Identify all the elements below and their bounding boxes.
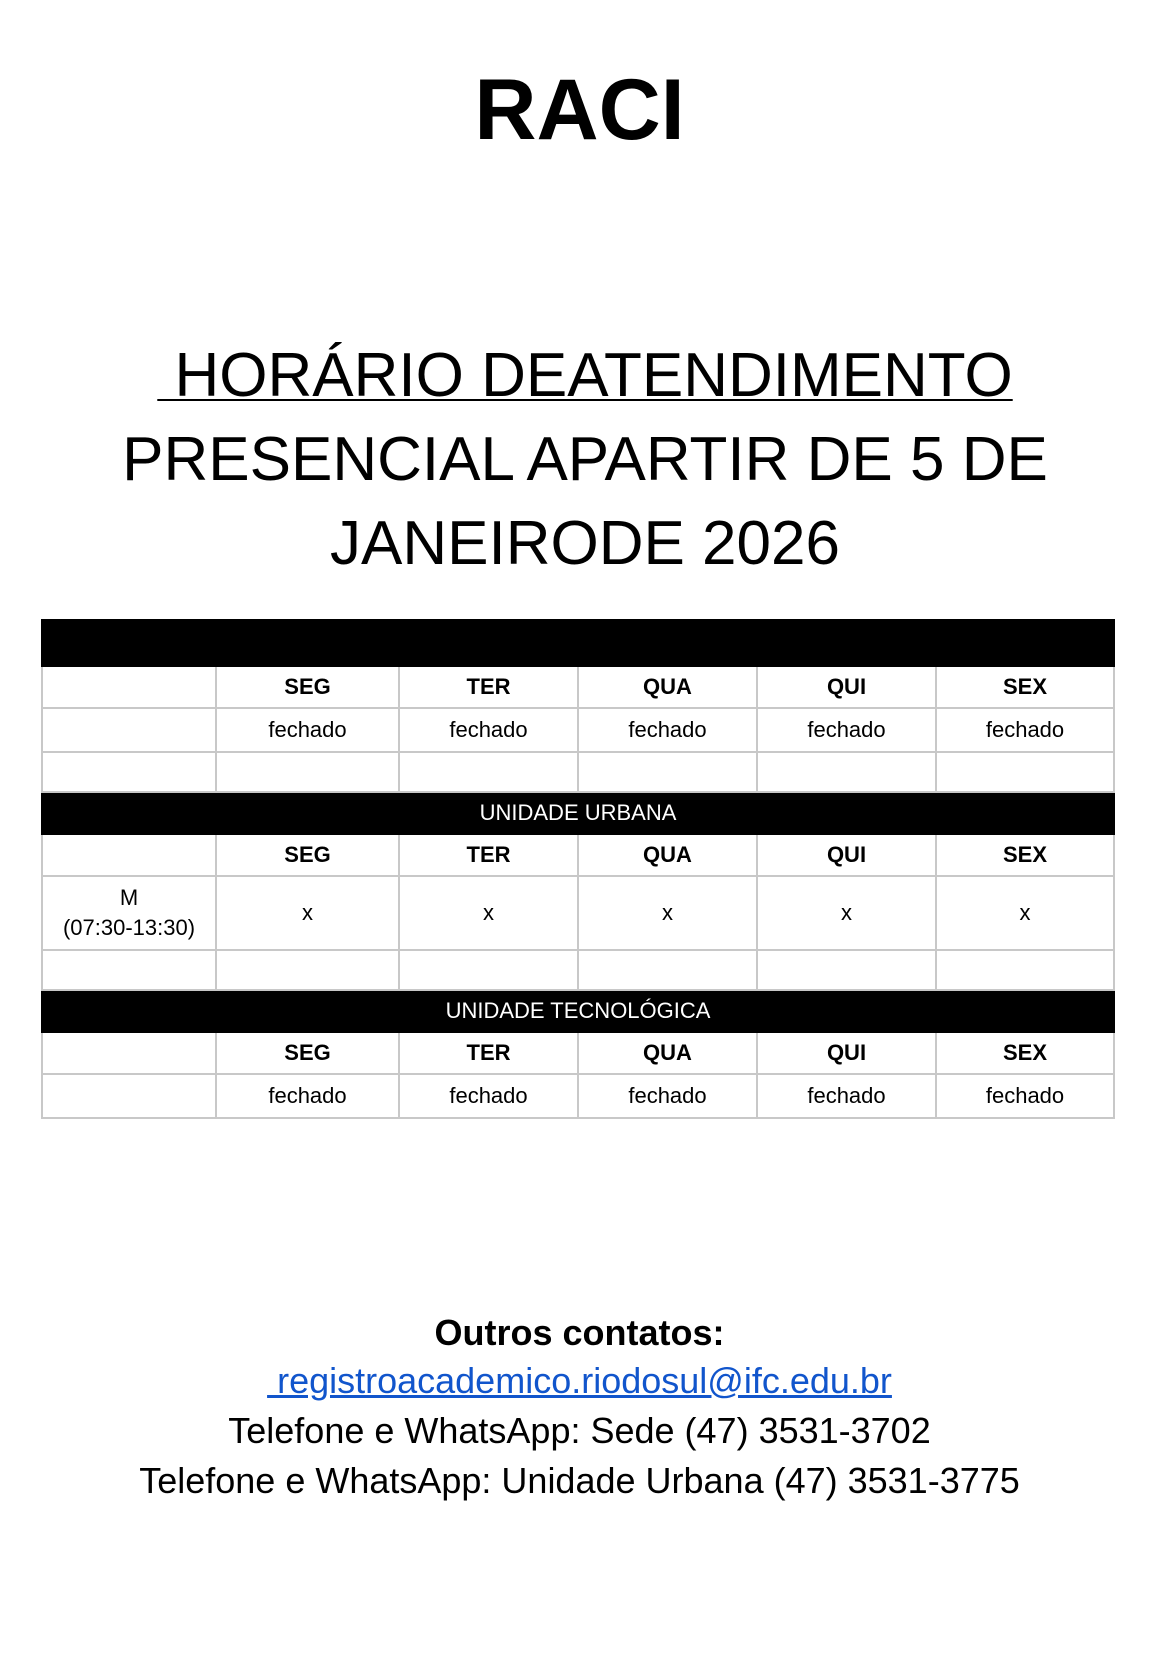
table-cell: x [578, 876, 757, 950]
contacts-title: Outros contatos: [434, 1312, 725, 1353]
row-label-cell [42, 666, 216, 708]
table-cell [936, 950, 1114, 990]
table-cell: fechado [216, 1074, 399, 1118]
table-row [42, 950, 1114, 990]
table-cell: fechado [578, 708, 757, 752]
weekday-header-row [42, 834, 1114, 876]
table-cell: fechado [936, 708, 1114, 752]
row-label-cell [42, 876, 216, 950]
table-cell: x [216, 876, 399, 950]
table-cell: x [757, 876, 936, 950]
day-header-ter: TER [399, 1032, 578, 1074]
table-cell [216, 950, 399, 990]
table-cell: fechado [578, 1074, 757, 1118]
table-cell: fechado [936, 1074, 1114, 1118]
table-cell [399, 950, 578, 990]
table-cell: fechado [216, 708, 399, 752]
day-header-ter: TER [399, 834, 578, 876]
contacts-block [0, 1310, 1159, 1506]
section-title [42, 620, 1114, 666]
table-cell [578, 752, 757, 792]
schedule-heading [60, 334, 1110, 586]
table-cell: fechado [757, 708, 936, 752]
page-title: RACI [474, 62, 685, 158]
table-cell [936, 752, 1114, 792]
table-cell [216, 752, 399, 792]
heading-line-2: PRESENCIAL APARTIR DE 5 DE [122, 425, 1048, 494]
day-header-qua: QUA [578, 1032, 757, 1074]
section-header-row [42, 620, 1114, 666]
schedule-table [41, 619, 1115, 1119]
row-label-cell [42, 1032, 216, 1074]
section-header-row [42, 792, 1114, 834]
section-title-unidade-tecnologica: UNIDADE TECNOLÓGICA [42, 990, 1114, 1032]
heading-line-3: JANEIRODE 2026 [330, 509, 840, 578]
section-title-unidade-urbana: UNIDADE URBANA [42, 792, 1114, 834]
table-cell: fechado [399, 708, 578, 752]
weekday-header-row [42, 1032, 1114, 1074]
table-cell [757, 752, 936, 792]
table-cell: x [936, 876, 1114, 950]
table-cell [757, 950, 936, 990]
day-header-sex: SEX [936, 666, 1114, 708]
phone-sede: Telefone e WhatsApp: Sede (47) 3531-3702 [228, 1410, 931, 1451]
day-header-qui: QUI [757, 666, 936, 708]
day-header-qui: QUI [757, 1032, 936, 1074]
table-cell: fechado [757, 1074, 936, 1118]
day-header-seg: SEG [216, 1032, 399, 1074]
row-label-cell [42, 752, 216, 792]
phone-unidade-urbana: Telefone e WhatsApp: Unidade Urbana (47) 3531-3775 [139, 1460, 1020, 1501]
heading-line-1: HORÁRIO DEATENDIMENTO [157, 341, 1013, 410]
day-header-sex: SEX [936, 834, 1114, 876]
row-label-cell [42, 1074, 216, 1118]
day-header-seg: SEG [216, 666, 399, 708]
day-header-ter: TER [399, 666, 578, 708]
row-label-cell [42, 950, 216, 990]
day-header-qua: QUA [578, 834, 757, 876]
table-cell [578, 950, 757, 990]
table-cell [399, 752, 578, 792]
shift-hours: (07:30-13:30) [62, 915, 196, 940]
day-header-qua: QUA [578, 666, 757, 708]
row-label-cell [42, 708, 216, 752]
day-header-qui: QUI [757, 834, 936, 876]
day-header-sex: SEX [936, 1032, 1114, 1074]
row-label-cell [42, 834, 216, 876]
email-link[interactable]: registroacademico.riodosul@ifc.edu.br [267, 1360, 892, 1401]
section-header-row [42, 990, 1114, 1032]
table-cell: x [399, 876, 578, 950]
table-row [42, 708, 1114, 752]
day-header-seg: SEG [216, 834, 399, 876]
table-cell: fechado [399, 1074, 578, 1118]
table-row [42, 752, 1114, 792]
table-row [42, 1074, 1114, 1118]
table-row [42, 876, 1114, 950]
shift-label: M [119, 885, 139, 910]
weekday-header-row [42, 666, 1114, 708]
